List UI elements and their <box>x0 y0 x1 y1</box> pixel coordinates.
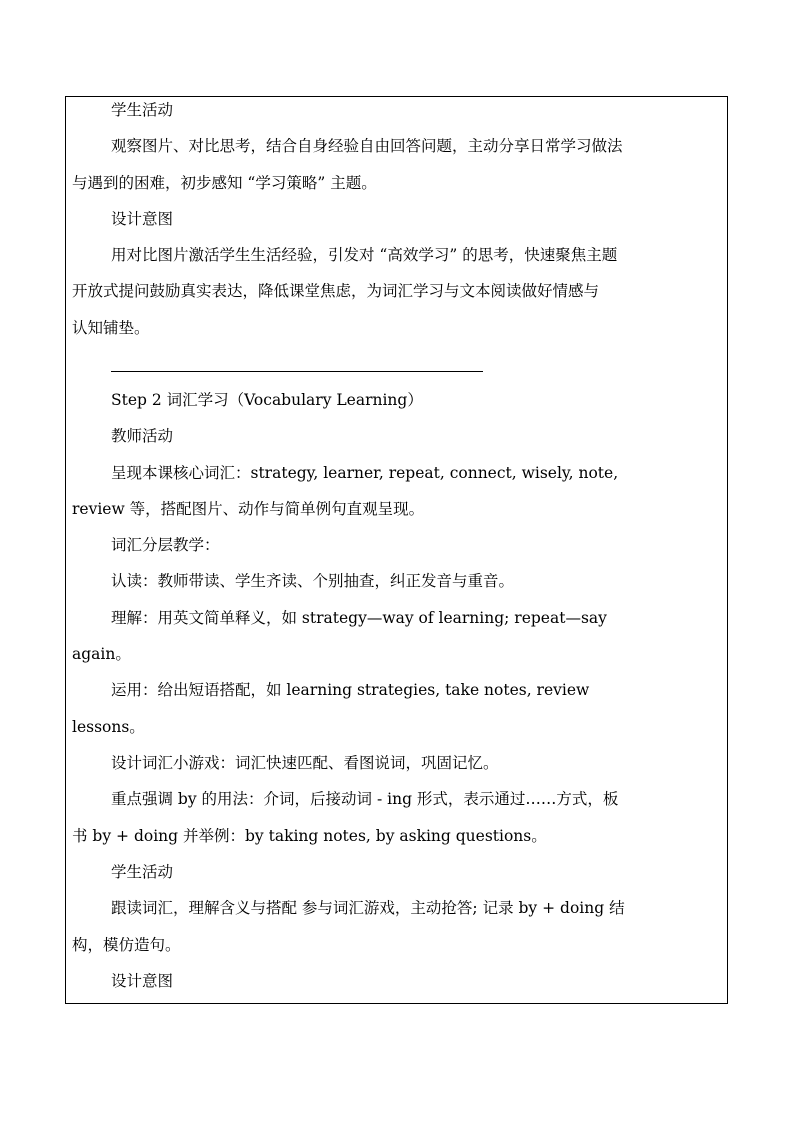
paragraph-line: 书 by + doing 并举例：by taking notes, by asking questions。 <box>72 827 547 845</box>
paragraph-line: 跟读词汇，理解含义与搭配 参与词汇游戏，主动抢答; 记录 by + doing 结 <box>111 899 625 917</box>
heading-design-intent: 设计意图 <box>111 210 174 228</box>
paragraph-line: 呈现本课核心词汇：strategy, learner, repeat, connect, wisely, note, <box>111 464 619 482</box>
separator-line <box>111 371 483 372</box>
heading-teacher-activity: 教师活动 <box>111 427 174 445</box>
paragraph-line: 认知铺垫。 <box>72 319 150 337</box>
paragraph-line: 词汇分层教学： <box>111 536 220 554</box>
paragraph-line: 构，模仿造句。 <box>72 936 181 954</box>
paragraph-line: 设计词汇小游戏：词汇快速匹配、看图说词，巩固记忆。 <box>111 754 499 772</box>
paragraph-line: again。 <box>72 645 131 663</box>
paragraph-line: 开放式提问鼓励真实表达，降低课堂焦虑，为词汇学习与文本阅读做好情感与 <box>72 282 600 300</box>
paragraph-line: 与遇到的困难，初步感知 “学习策略” 主题。 <box>72 174 377 192</box>
paragraph-line: lessons。 <box>72 718 145 736</box>
step-title: Step 2 词汇学习（Vocabulary Learning） <box>111 391 423 409</box>
heading-student-activity: 学生活动 <box>111 863 174 881</box>
paragraph-line: 认读：教师带读、学生齐读、个别抽查，纠正发音与重音。 <box>111 572 515 590</box>
paragraph-line: 理解：用英文简单释义，如 strategy—way of learning; repeat—say <box>111 609 607 627</box>
table-cell <box>65 96 728 1004</box>
paragraph-line: 用对比图片激活学生生活经验，引发对 “高效学习” 的思考，快速聚焦主题 <box>111 246 618 264</box>
paragraph-line: 运用：给出短语搭配，如 learning strategies, take notes, review <box>111 681 590 699</box>
heading-student-activity: 学生活动 <box>111 101 174 119</box>
paragraph-line: review 等，搭配图片、动作与简单例句直观呈现。 <box>72 500 425 518</box>
paragraph-line: 观察图片、对比思考，结合自身经验自由回答问题，主动分享日常学习做法 <box>111 137 623 155</box>
heading-design-intent: 设计意图 <box>111 972 174 990</box>
paragraph-line: 重点强调 by 的用法：介词，后接动词 - ing 形式，表示通过……方式，板 <box>111 790 619 808</box>
